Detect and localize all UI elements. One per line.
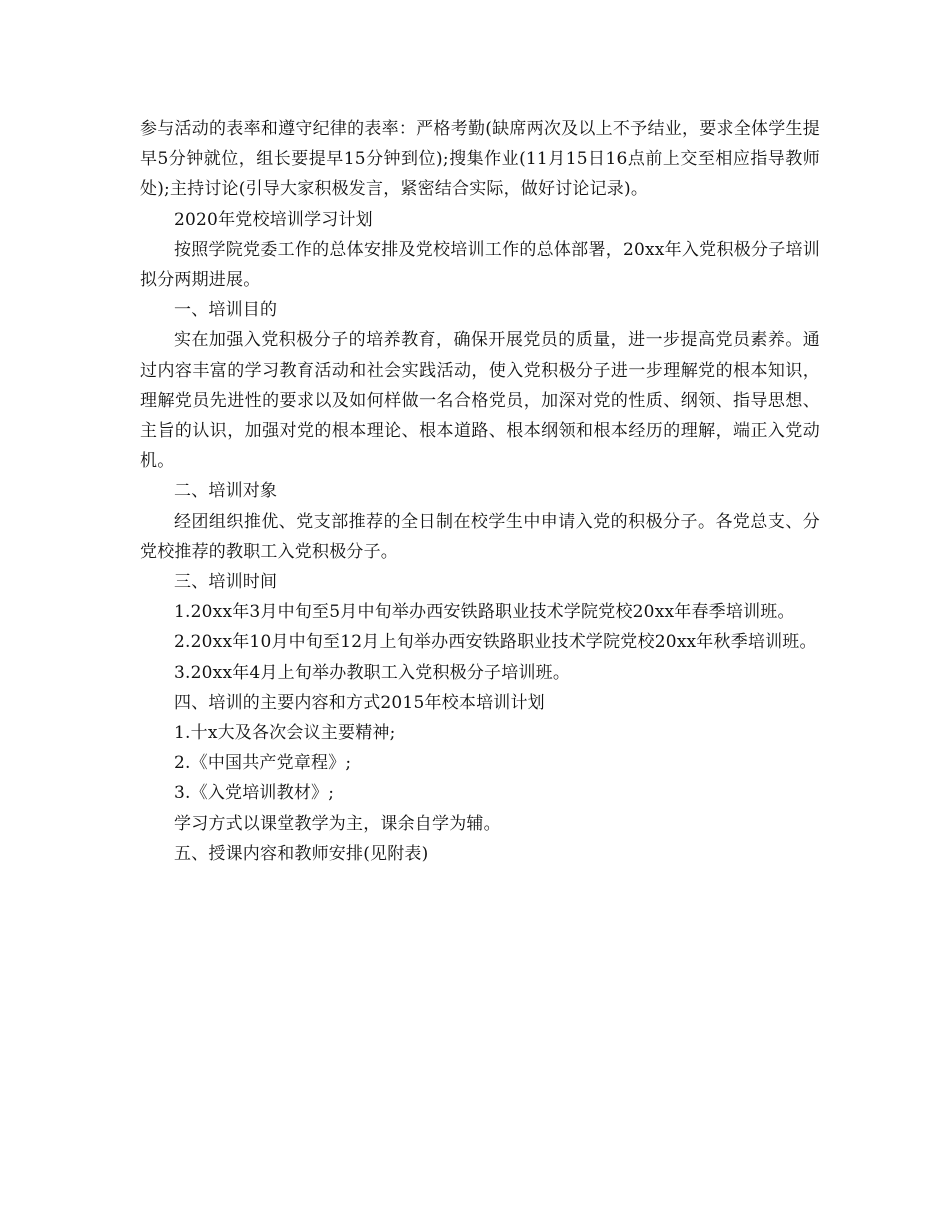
list-item-time-2: 2.20xx年10月中旬至12月上旬举办西安铁路职业技术学院党校20xx年秋季培训班。: [174, 632, 817, 653]
heading-target: 二、培训对象: [174, 481, 278, 502]
section-title-plan: 2020年党校培训学习计划: [174, 209, 373, 230]
paragraph-purpose: 实在加强入党积极分子的培养教育，确保开展党员的质量，进一步提高党员素养。通过内容丰富的学习教育活动和社会实践活动，使入党积极分子进一步理解党的根本知识，理解党员先进性的要求以及如何样做一名合格党员，加深对党的性质、纲领、指导思想、主旨的认识，加强对党的根本理论、根本道路、根本纲领和根本经历的理解，端正入党动机。: [140, 330, 820, 472]
paragraph-intro: 按照学院党委工作的总体安排及党校培训工作的总体部署，20xx年入党积极分子培训拟分两期进展。: [140, 239, 820, 291]
list-item-content-2: 2.《中国共产党章程》;: [174, 753, 352, 774]
document-body: [140, 114, 820, 869]
heading-content-method: 四、培训的主要内容和方式2015年校本培训计划: [174, 692, 545, 713]
heading-time: 三、培训时间: [174, 572, 278, 593]
heading-teacher-arrangement: 五、授课内容和教师安排(见附表): [174, 843, 429, 864]
list-item-content-3: 3.《入党培训教材》;: [174, 783, 335, 804]
paragraph-study-method: 学习方式以课堂教学为主，课余自学为辅。: [174, 813, 501, 834]
paragraph-target: 经团组织推优、党支部推荐的全日制在校学生中申请入党的积极分子。各党总支、分党校推荐的教职工入党积极分子。: [140, 511, 820, 562]
list-item-time-3: 3.20xx年4月上旬举办教职工入党积极分子培训班。: [174, 662, 571, 683]
paragraph-attendance-rules: 参与活动的表率和遵守纪律的表率：严格考勤(缺席两次及以上不予结业，要求全体学生提早5分钟就位，组长要提早15分钟到位);搜集作业(11月15日16点前上交至相应指导教师处);主持讨论(引导大家积极发言，紧密结合实际，做好讨论记录)。: [140, 119, 820, 200]
heading-purpose: 一、培训目的: [174, 300, 278, 321]
list-item-content-1: 1.十x大及各次会议主要精神;: [174, 723, 396, 744]
list-item-time-1: 1.20xx年3月中旬至5月中旬举办西安铁路职业技术学院党校20xx年春季培训班。: [174, 602, 795, 623]
